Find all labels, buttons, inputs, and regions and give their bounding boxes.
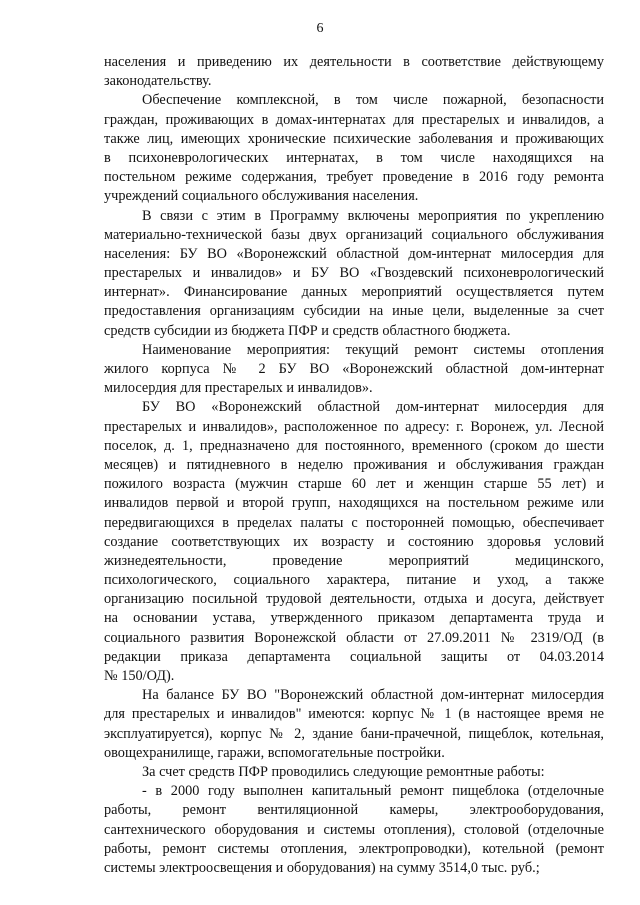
text-line: престарелых и инвалидов», расположенное по адресу: г. Воронеж, ул. Лесной [104,418,604,435]
text-line: на основании устава, утвержденного приказом департамента труда и [104,610,604,627]
document-body [104,53,604,878]
text-line: законодательству. [104,73,212,90]
text-line: пожилого возраста (мужчин старше 60 лет и женщин старше 55 лет) и [104,476,604,493]
text-line: Обеспечение комплексной, в том числе пожарной, безопасности [142,92,604,109]
text-line: населения и приведению их деятельности в соответствие действующему [104,54,604,70]
text-line: передвигающихся в пределах палаты с посторонней помощью, обеспечивает [104,514,604,531]
text-line: месяцев) и пятидневного в неделю проживания и обслуживания граждан [104,456,604,473]
text-line: предоставления организациям субсидии на иные цели, выделенные за счет [104,303,604,320]
text-line: создание соответствующих их возрасту и состоянию здоровья условий [104,533,604,550]
text-line: работы, ремонт вентиляционной камеры, электрооборудования, [104,802,604,819]
text-line: На балансе БУ ВО "Воронежский областной дом-интернат милосердия [142,687,604,704]
text-line: БУ ВО «Воронежский областной дом-интернат милосердия для [142,399,604,416]
text-line: для престарелых и инвалидов" имеются: корпус № 1 (в настоящее время не [104,706,604,723]
paragraph [104,341,604,399]
text-line: В связи с этим в Программу включены мероприятия по укреплению [142,207,604,224]
text-line: психологического, социального характера, питание и уход, а также [104,572,604,589]
paragraph [104,53,604,91]
paragraph [104,686,604,763]
text-line: средств субсидии из бюджета ПФР и средств областного бюджета. [104,322,511,339]
text-line: редакции приказа департамента социальной защиты от 04.03.2014 [104,648,604,665]
text-line: поселок, д. 1, предназначено для постоянного, временного (сроком до шести [104,437,604,454]
text-line: милосердия для престарелых и инвалидов». [104,380,373,397]
text-line: материально-технической базы двух организаций социального обслуживания [104,226,604,243]
paragraph [104,398,604,686]
text-line: работы, ремонт системы отопления, электропроводки), котельной (ремонт [104,840,604,857]
text-line: населения: БУ ВО «Воронежский областной дом-интернат милосердия для [104,245,604,262]
text-line: организацию посильной трудовой деятельности, отдыха и досуга, действует [104,591,604,608]
text-line: овощехранилище, гаражи, вспомогательные постройки. [104,744,445,761]
text-line: - в 2000 году выполнен капитальный ремонт пищеблока (отделочные [142,783,604,800]
text-line: инвалидов первой и второй групп, находящихся на постельном режиме или [104,495,604,512]
text-line: интернат». Финансирование данных мероприятий осуществляется путем [104,284,604,301]
paragraph [104,91,604,206]
text-line: эксплуатируется), корпус № 2, здание бани-прачечной, пищеблок, котельная, [104,725,604,742]
text-line: сантехнического оборудования и системы отопления), столовой (отделочные [104,821,604,838]
text-line: За счет средств ПФР проводились следующие ремонтные работы: [142,763,545,780]
paragraph [104,763,604,782]
text-line: также лиц, имеющих хронические психические заболевания и проживающих [104,130,604,147]
text-line: Наименование мероприятия: текущий ремонт системы отопления [142,341,604,358]
text-line: системы электроосвещения и оборудования) на сумму 3514,0 тыс. руб.; [104,859,540,876]
text-line: учреждений социального обслуживания населения. [104,188,419,205]
text-line: жизнедеятельности, проведение мероприятий медицинского, [104,552,604,569]
page-number: 6 [316,21,324,36]
text-line: престарелых и инвалидов» и БУ ВО «Гвоздевский психоневрологический [104,265,604,282]
text-line: постельном режиме содержания, требует проведение в 2016 году ремонта [104,169,604,186]
text-line: жилого корпуса № 2 БУ ВО «Воронежский областной дом-интернат [104,361,604,377]
text-line: граждан, проживающих в домах-интернатах для престарелых и инвалидов, а [104,111,604,128]
text-line: в психоневрологических интернатах, в том числе находящихся на [104,149,604,166]
paragraph [104,207,604,341]
paragraph [104,782,604,878]
text-line: социального развития Воронежской области от 27.09.2011 № 2319/ОД (в [104,629,604,646]
text-line: № 150/ОД). [104,668,175,684]
